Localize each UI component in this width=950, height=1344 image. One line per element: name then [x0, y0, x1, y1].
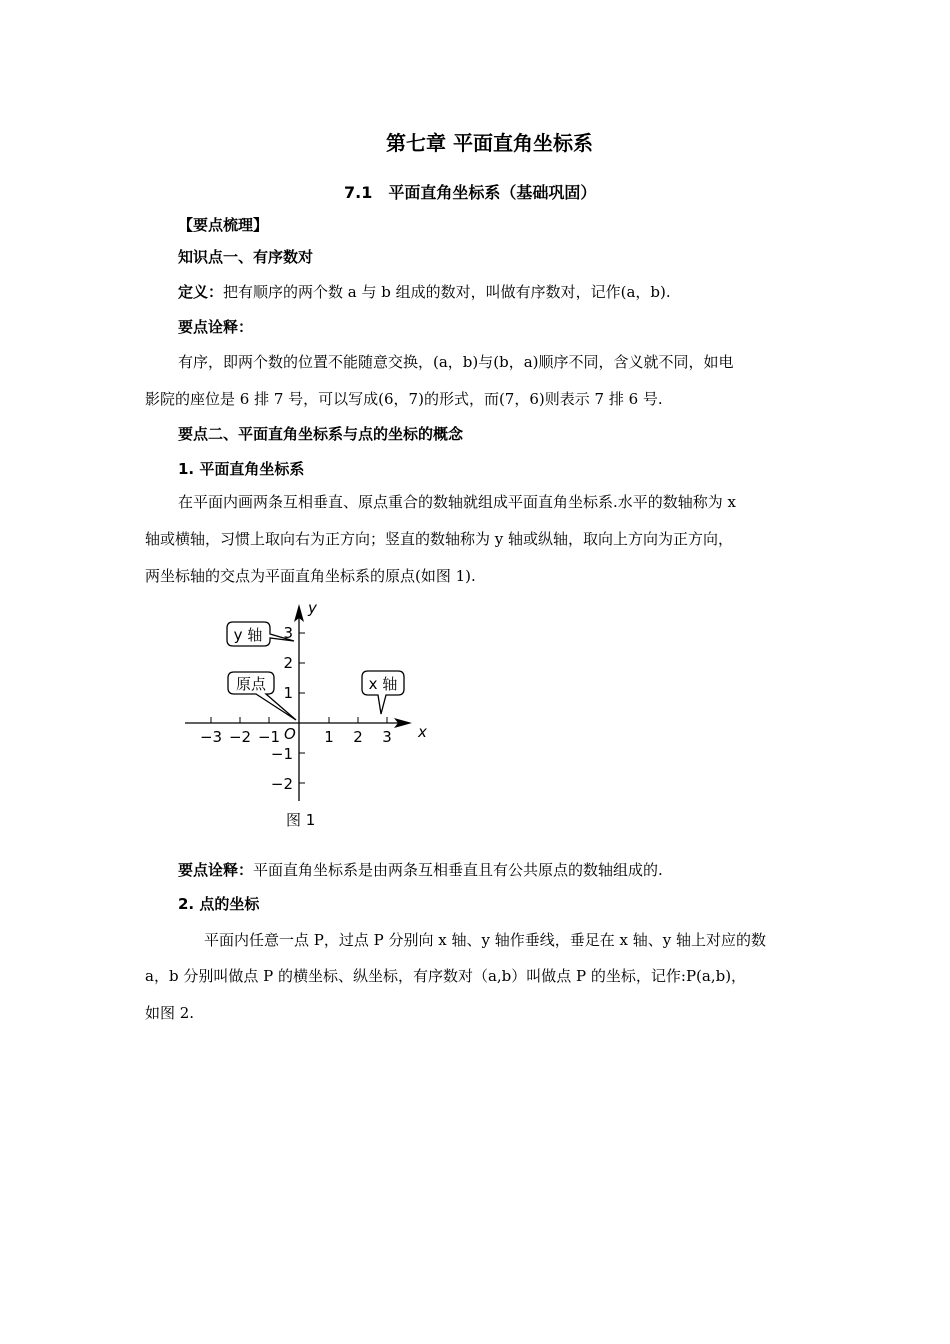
coordinate-axes-figure: [180, 596, 450, 836]
x-axis-callout-text: x 轴: [368, 675, 398, 693]
x-tick-label: 3: [382, 728, 392, 746]
point2-note-label: 要点诠释：: [178, 861, 254, 879]
sub2-line2: a，b 分别叫做点 P 的横坐标、纵坐标，有序数对（a,b）叫做点 P 的坐标，记作:P(a,b)，: [145, 967, 747, 985]
definition-text: 把有顺序的两个数 a 与 b 组成的数对，叫做有序数对，记作(a，b).: [223, 283, 671, 301]
definition-label: 定义：: [178, 283, 224, 301]
section-title: 7.1 平面直角坐标系（基础巩固）: [344, 183, 597, 202]
sub2-line3: 如图 2.: [145, 1004, 195, 1022]
sub1-heading: 1. 平面直角坐标系: [178, 460, 305, 478]
point2-note-paragraph: [178, 860, 663, 880]
point1-note-line2: 影院的座位是 6 排 7 号，可以写成(6，7)的形式，而(7，6)则表示 7 排 6 号.: [145, 390, 663, 408]
sub1-line2: 轴或横轴，习惯上取向右为正方向；竖直的数轴称为 y 轴或纵轴，取向上方向为正方向，: [145, 530, 734, 548]
y-tick-label: 2: [283, 654, 293, 672]
y-axis-callout-text: y 轴: [233, 626, 263, 644]
x-axis-callout: [362, 671, 404, 714]
definition-paragraph: [178, 282, 671, 302]
x-tick-label: 1: [324, 728, 334, 746]
sub1-line3: 两坐标轴的交点为平面直角坐标系的原点(如图 1).: [145, 567, 476, 585]
x-tick-label: −1: [257, 728, 281, 746]
point1-note-label: 要点诠释：: [178, 318, 254, 336]
y-tick-label: 1: [283, 684, 293, 702]
sub2-heading: 2. 点的坐标: [178, 895, 260, 913]
figure-caption: 图 1: [286, 811, 316, 829]
y-tick-label: −1: [270, 745, 293, 763]
x-tick-label: 2: [353, 728, 363, 746]
point1-note-line1: 有序，即两个数的位置不能随意交换，(a，b)与(b，a)顺序不同，含义就不同，如电: [178, 353, 734, 371]
y-axis-name: y: [308, 599, 317, 617]
y-tick-label: 3: [283, 624, 293, 642]
sub2-line1: 平面内任意一点 P，过点 P 分别向 x 轴、y 轴作垂线，垂足在 x 轴、y 轴上对应的数: [204, 931, 766, 949]
figure-1: [180, 596, 450, 836]
x-tick-label: −2: [228, 728, 252, 746]
key-points-heading: 【要点梳理】: [178, 216, 269, 234]
x-tick-label: −3: [199, 728, 223, 746]
x-axis-name: x: [418, 723, 427, 741]
origin-label: O: [284, 725, 296, 743]
sub1-line1: 在平面内画两条互相垂直、原点重合的数轴就组成平面直角坐标系.水平的数轴称为 x: [178, 493, 736, 511]
point1-heading: 知识点一、有序数对: [178, 248, 314, 266]
y-tick-label: −2: [270, 775, 293, 793]
point2-note-text: 平面直角坐标系是由两条互相垂直且有公共原点的数轴组成的.: [253, 861, 663, 879]
chapter-title: 第七章 平面直角坐标系: [386, 131, 593, 155]
origin-callout-text: 原点: [235, 675, 267, 693]
point2-heading: 要点二、平面直角坐标系与点的坐标的概念: [178, 425, 464, 443]
